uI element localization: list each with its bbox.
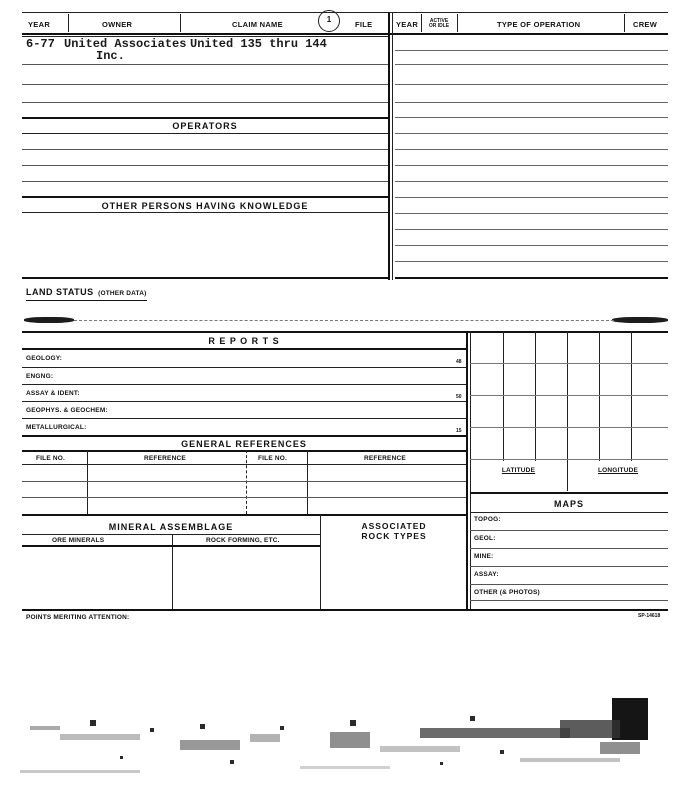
report-metallurgical: METALLURGICAL: — [26, 424, 87, 431]
ref-col-reference-2: REFERENCE — [364, 455, 406, 462]
smudge-left — [24, 317, 74, 323]
entry-owner-line1: United Associates — [64, 37, 187, 51]
general-references-title: GENERAL REFERENCES — [181, 439, 307, 449]
circled-mark-text: 1 — [326, 15, 332, 24]
header-owner: OWNER — [102, 20, 133, 29]
points-meriting-attention: POINTS MERITING ATTENTION: — [26, 614, 130, 621]
report-assay-num: 50 — [456, 394, 462, 400]
maps-topog: TOPOG: — [474, 516, 501, 523]
maps-title: MAPS — [553, 499, 584, 509]
report-metallurgical-num: 15 — [456, 428, 462, 434]
mineral-col-ore: ORE MINERALS — [52, 537, 105, 544]
header-year: YEAR — [28, 20, 51, 29]
entry-claim: United 135 thru 144 — [190, 37, 327, 51]
ref-col-reference-1: REFERENCE — [144, 455, 186, 462]
report-geology-num: 48 — [456, 359, 462, 365]
header-idle-label: OR IDLE — [428, 23, 450, 29]
maps-other: OTHER (& PHOTOS) — [474, 589, 540, 596]
maps-assay: ASSAY: — [474, 571, 499, 578]
circled-mark — [318, 10, 340, 32]
land-status — [26, 282, 147, 301]
entry-year: 6-77 — [26, 37, 55, 51]
header-active-or-idle — [423, 19, 455, 29]
operators-title: OPERATORS — [172, 121, 238, 131]
report-geophys: GEOPHYS. & GEOCHEM: — [26, 407, 108, 414]
header-type-of-operation: TYPE OF OPERATION — [497, 20, 581, 29]
scan-noise — [0, 690, 678, 806]
ref-col-file-no-2: FILE NO. — [258, 455, 288, 462]
mineral-col-rock-forming: ROCK FORMING, ETC. — [206, 537, 280, 544]
land-status-title: LAND STATUS — [26, 287, 94, 297]
reports-title: R E P O R T S — [208, 336, 280, 346]
land-status-note: (OTHER DATA) — [98, 290, 147, 297]
report-geology: GEOLOGY: — [26, 355, 63, 362]
maps-geol: GEOL: — [474, 535, 496, 542]
header-active-label: ACTIVE — [429, 18, 449, 24]
other-persons-title: OTHER PERSONS HAVING KNOWLEDGE — [101, 201, 309, 211]
smudge-right — [612, 317, 668, 323]
entry-owner-line2: Inc. — [96, 49, 125, 63]
longitude-label: LONGITUDE — [597, 467, 639, 474]
mineral-assemblage-title: MINERAL ASSEMBLAGE — [108, 522, 234, 532]
latitude-label: LATITUDE — [501, 467, 536, 474]
associated-rock-types-1: ASSOCIATED — [361, 521, 427, 531]
report-engng: ENGNG: — [26, 373, 54, 380]
header-crew: CREW — [633, 20, 658, 29]
header-year-2: YEAR — [396, 20, 419, 29]
report-assay: ASSAY & IDENT: — [26, 390, 80, 397]
maps-mine: MINE: — [474, 553, 494, 560]
header-file: FILE — [355, 20, 373, 29]
ref-col-file-no-1: FILE NO. — [36, 455, 66, 462]
associated-rock-types — [322, 521, 466, 541]
form-number: SP-14618 — [638, 613, 661, 619]
associated-rock-types-2: ROCK TYPES — [361, 531, 427, 541]
header-claim-name: CLAIM NAME — [232, 20, 283, 29]
